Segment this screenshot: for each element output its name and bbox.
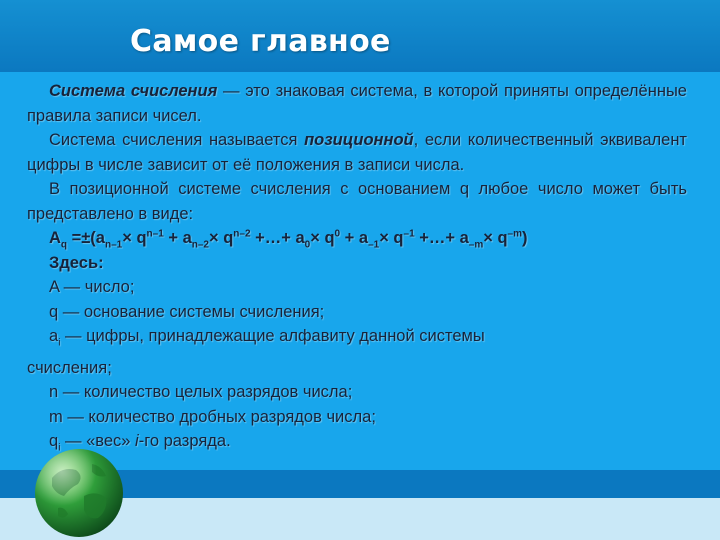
positional-paragraph: Система счисления называется позиционной, если количественный эквивалент цифры в числе зависит от её положения в записи числа. (27, 131, 687, 174)
def-integer-digits: n — количество целых разрядов числа; (49, 383, 353, 402)
globe-icon (34, 448, 124, 538)
expansion-formula: $A_q =\pm(a_{n-1}\times q^{n-1} + a_{n-2}\times q^{n-2}$ +…+ $a_0\times q^0 + a_{-1}\times q^{-1}$ +…+ $a_{-m}\times q^{-m}$) (49, 228, 528, 251)
def-weight: $q_i$ — «вес» i-го разряда. (49, 432, 231, 454)
term-number-system: Система счисления (49, 82, 218, 100)
representation-paragraph: В позиционной системе счисления с основанием q любое число может быть представлено в виде: (27, 180, 687, 223)
slide-body (27, 79, 687, 461)
def-digits-continuation: счисления; (27, 358, 112, 377)
definition-paragraph: Система счисления — это знаковая система, в которой приняты определённые правила записи чисел. (27, 82, 687, 125)
here-label: Здесь: (49, 253, 104, 272)
def-fraction-digits: m — количество дробных разрядов числа; (49, 407, 376, 426)
def-base: q — основание системы счисления; (49, 302, 325, 321)
slide-title: Самое главное (130, 24, 391, 59)
def-number: A — число; (49, 278, 135, 296)
def-digits: $a_i$ — цифры, принадлежащие алфавиту данной системы (49, 327, 485, 349)
term-positional: позиционной (304, 131, 414, 149)
